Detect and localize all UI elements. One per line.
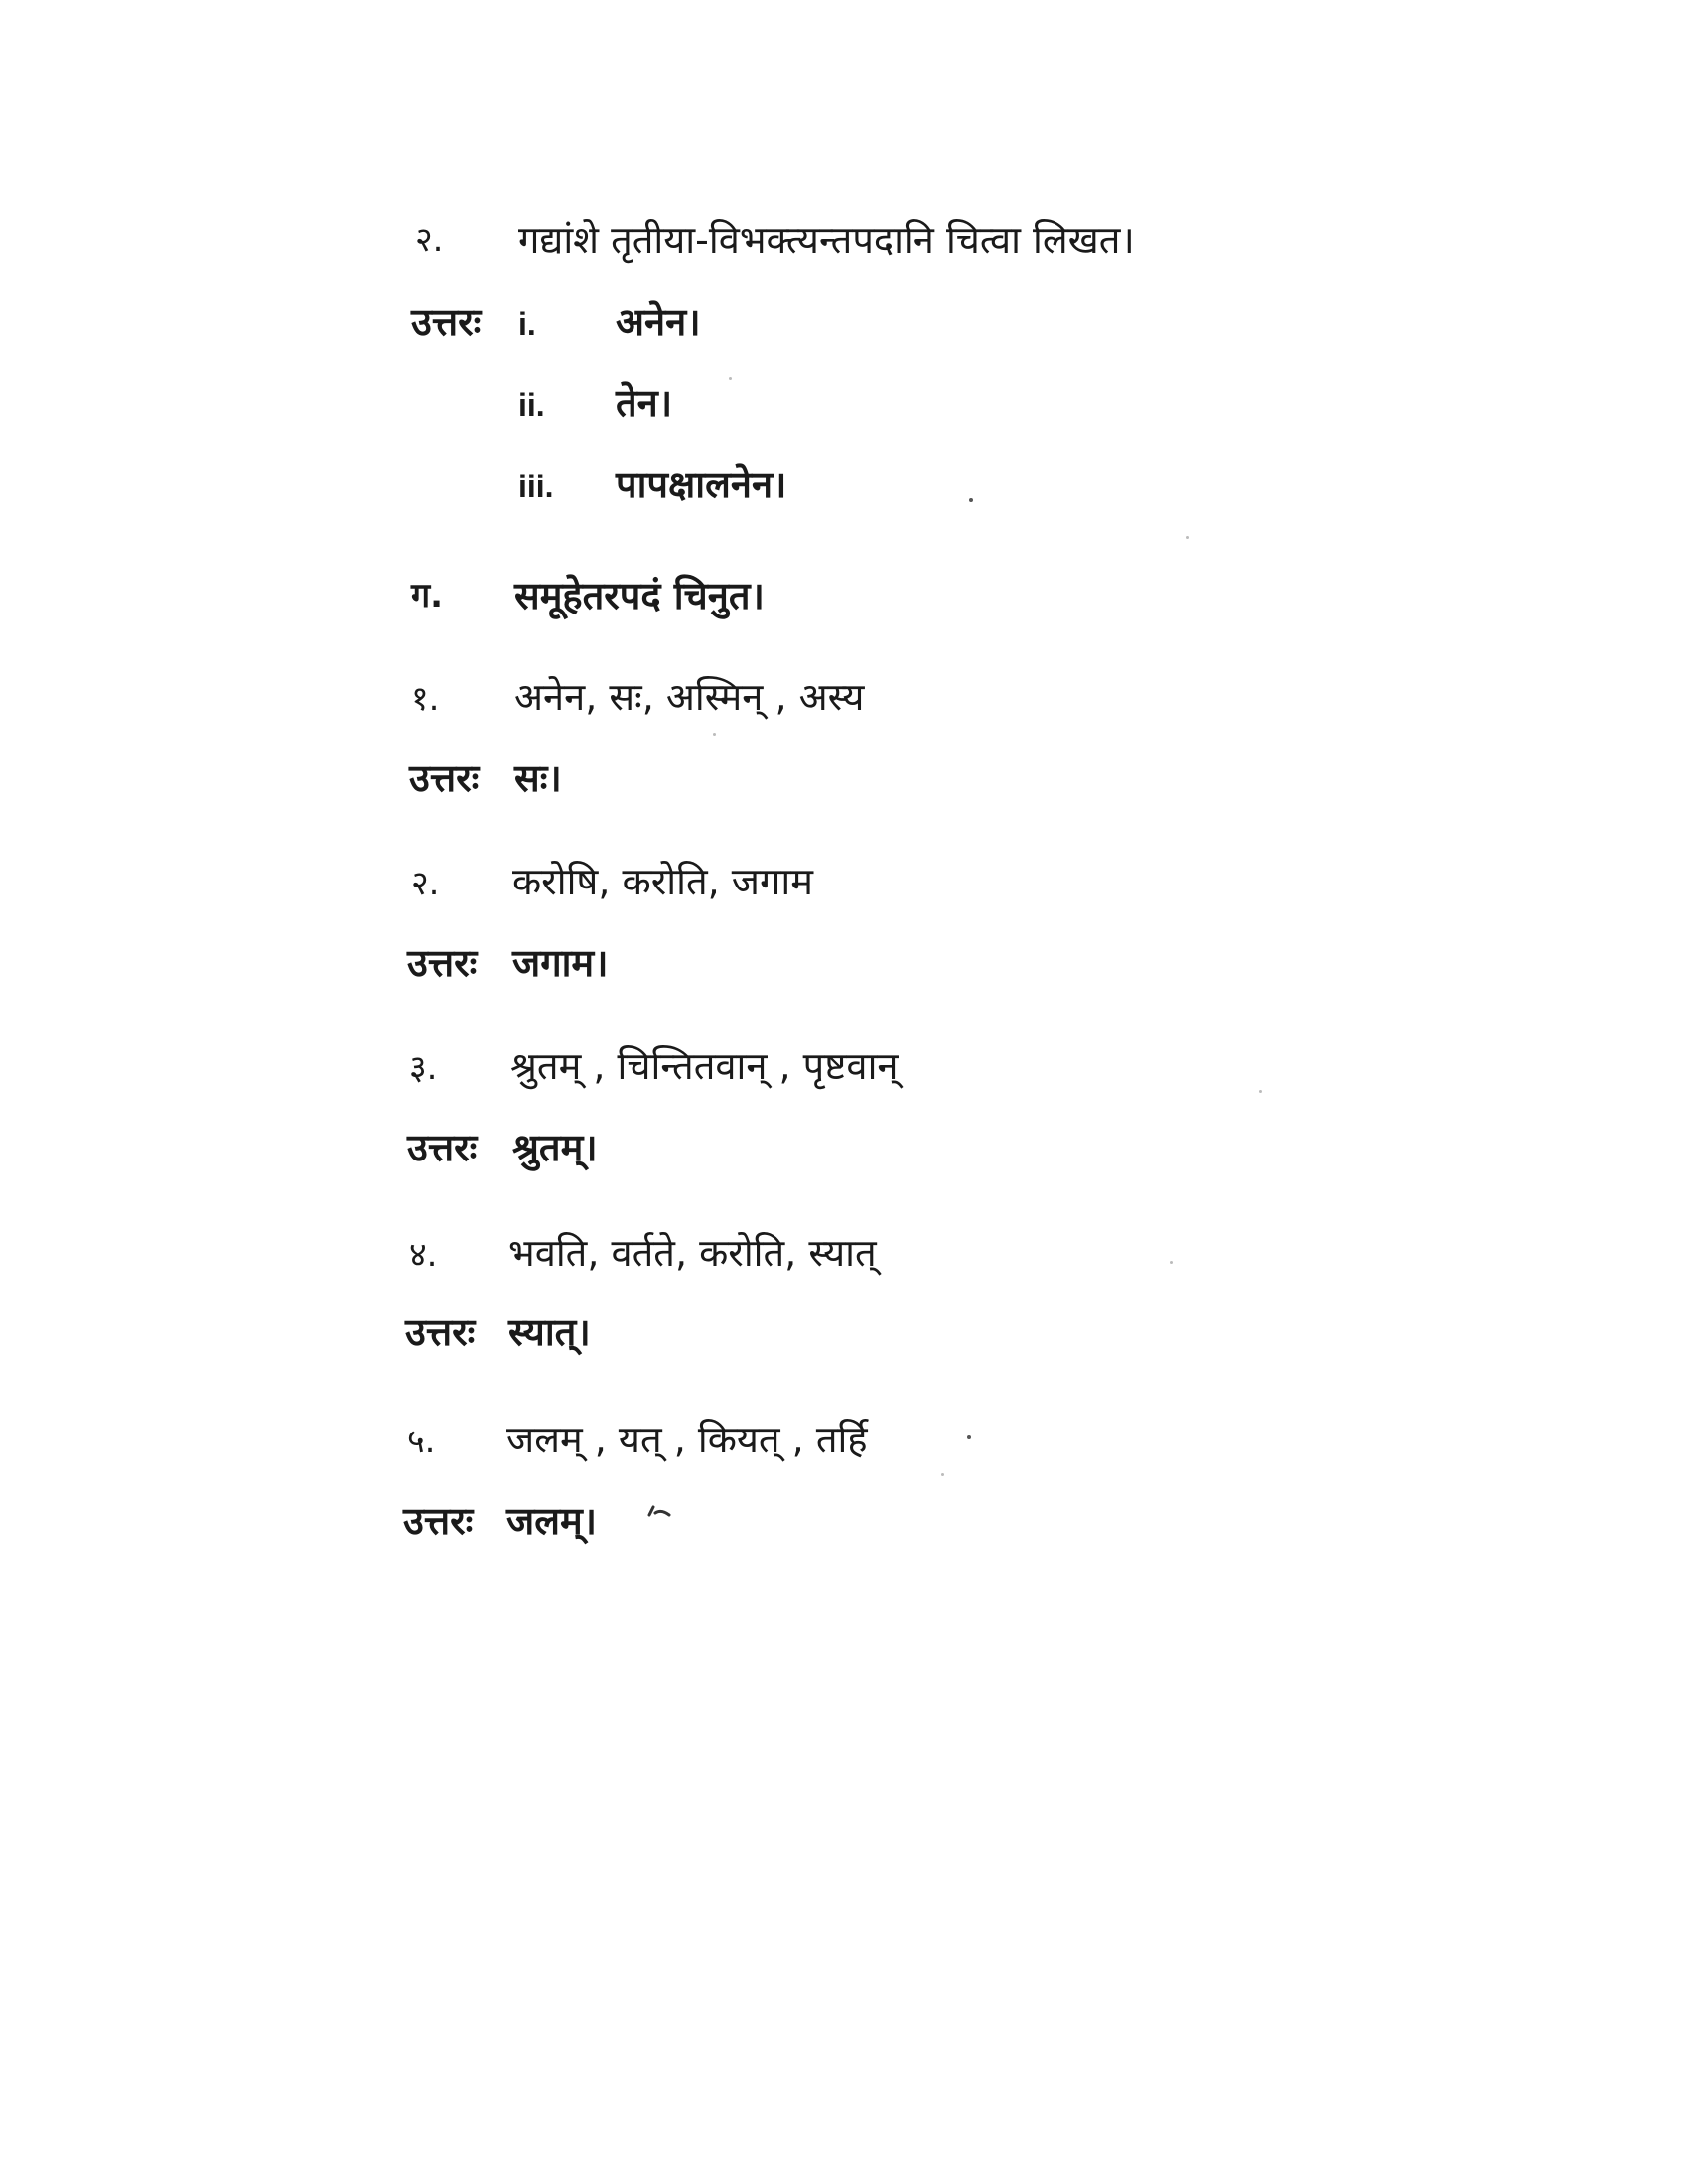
answer-text: स्यात्। xyxy=(508,1310,591,1354)
item-number: १. xyxy=(411,679,440,719)
item-number: ५. xyxy=(407,1422,436,1461)
answer-label: उत्तरः xyxy=(407,941,478,985)
section-marker: ग. xyxy=(411,576,444,615)
scan-speck xyxy=(969,498,973,502)
item-options: करोषि, करोति, जगाम xyxy=(512,860,813,903)
answer-text: अनेन। xyxy=(616,300,701,343)
section-heading: समूहेतरपदं चिनुत। xyxy=(514,574,765,617)
scan-mark xyxy=(647,1505,673,1519)
answer-text: तेन। xyxy=(616,381,673,425)
answer-marker: iii. xyxy=(518,469,554,504)
item-number: ४. xyxy=(409,1235,438,1275)
item-options: श्रुतम् , चिन्तितवान् , पृष्टवान् xyxy=(510,1044,899,1088)
answer-text: श्रुतम्। xyxy=(512,1126,598,1169)
scan-speck xyxy=(713,733,716,736)
item-options: भवति, वर्तते, करोति, स्यात् xyxy=(508,1231,877,1275)
scan-speck xyxy=(1259,1090,1262,1093)
answer-marker: ii. xyxy=(518,387,545,423)
question-text: गद्यांशे तृतीया-विभक्त्यन्तपदानि चित्वा लिखत। xyxy=(518,218,1135,262)
answer-marker: i. xyxy=(518,306,536,341)
answer-label: उत्तरः xyxy=(411,300,482,343)
item-options: अनेन, सः, अस्मिन् , अस्य xyxy=(514,675,865,719)
answer-text: जगाम। xyxy=(512,941,609,985)
answer-text: जलम्। xyxy=(506,1499,598,1543)
item-options: जलम् , यत् , कियत् , तर्हि xyxy=(506,1418,868,1461)
answer-label: उत्तरः xyxy=(405,1310,476,1354)
item-number: ३. xyxy=(409,1048,438,1088)
scan-speck xyxy=(1186,536,1189,539)
question-number: २. xyxy=(415,220,444,260)
item-number: २. xyxy=(411,864,440,903)
answer-text: सः। xyxy=(514,756,562,800)
scan-speck xyxy=(967,1435,971,1439)
answer-text: पापक्षालनेन। xyxy=(616,463,787,506)
answer-label: उत्तरः xyxy=(403,1499,474,1543)
scan-speck xyxy=(941,1473,944,1476)
answer-label: उत्तरः xyxy=(407,1126,478,1169)
scan-speck xyxy=(729,377,732,380)
answer-label: उत्तरः xyxy=(409,756,480,800)
scan-speck xyxy=(1170,1261,1173,1264)
